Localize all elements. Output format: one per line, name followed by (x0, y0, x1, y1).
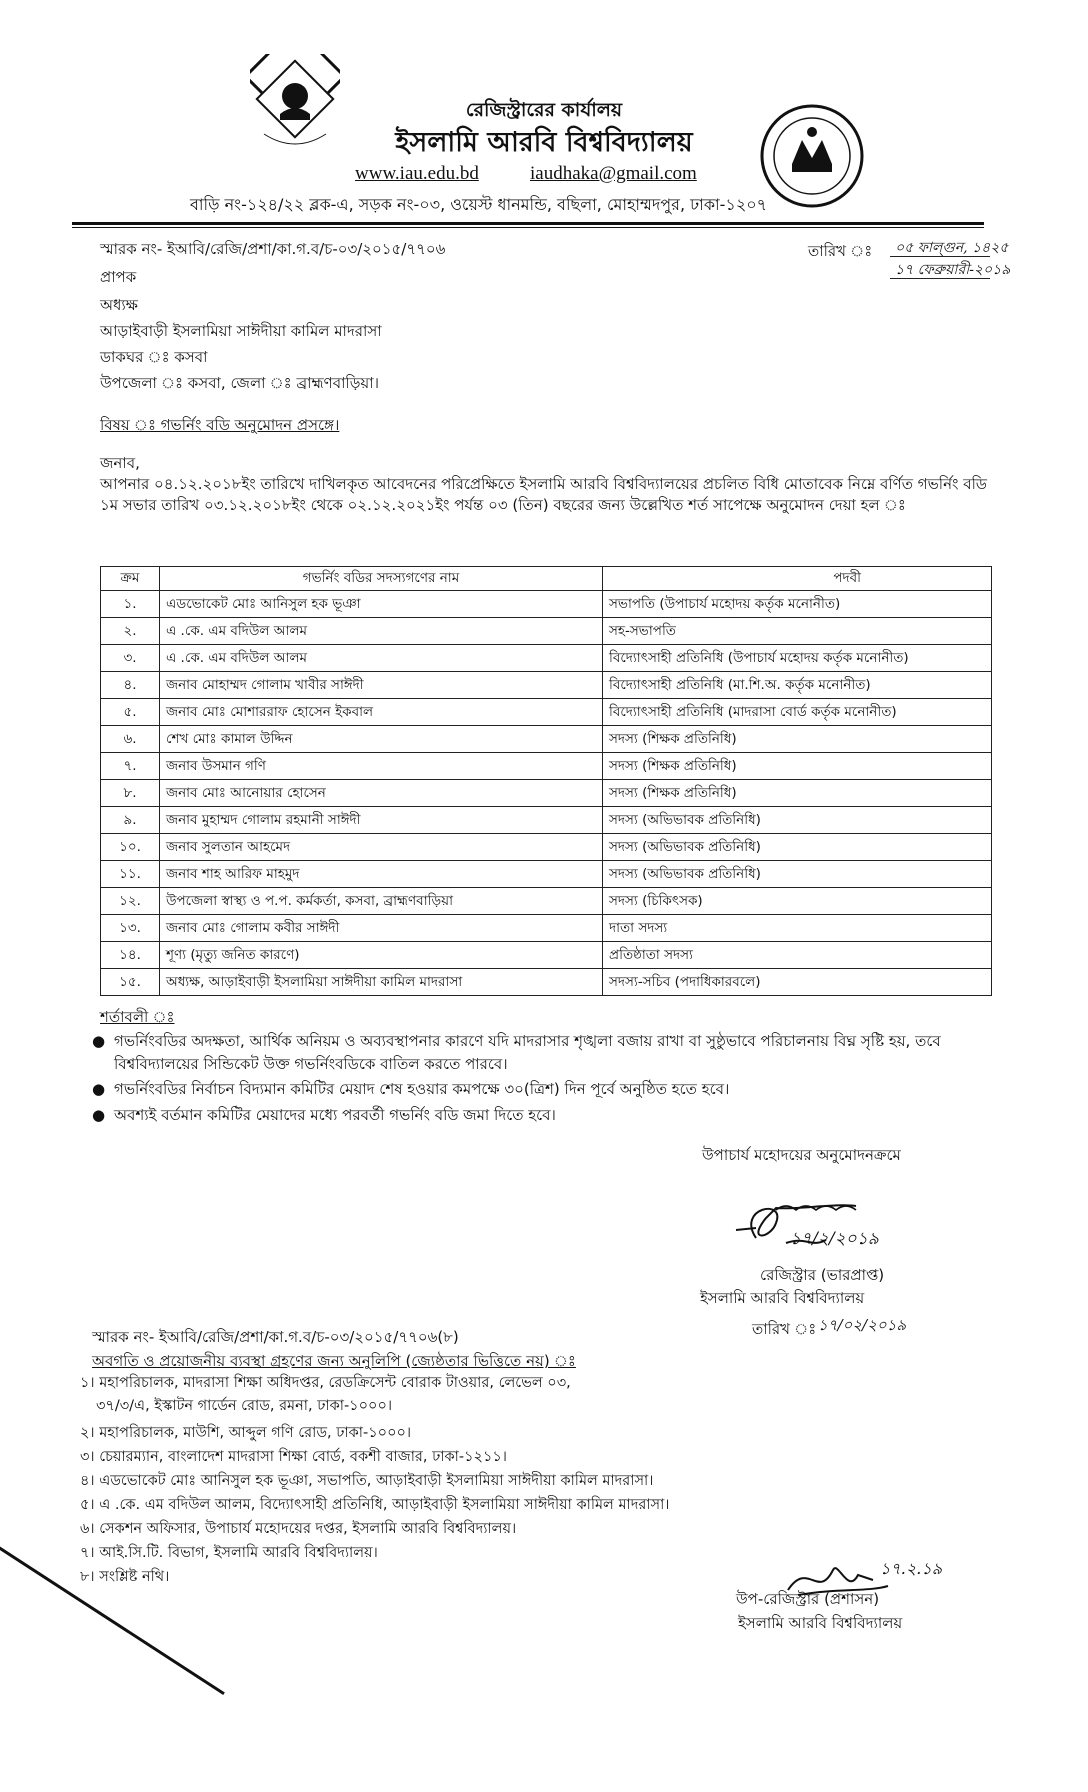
university-address: বাড়ি নং-১২৪/২২ ব্লক-এ, সড়ক নং-০৩, ওয়েস্ট ধানমন্ডি, বছিলা, মোহাম্মদপুর, ঢাকা-১২০৭ (190, 195, 768, 214)
governing-body-table (100, 566, 992, 996)
row-name: উপজেলা স্বাস্থ্য ও প.প. কর্মকর্তা, কসবা, ব্রাহ্মণবাড়িয়া (160, 888, 603, 915)
row-designation: সদস্য (অভিভাবক প্রতিনিধি) (603, 834, 992, 861)
table-row (101, 753, 992, 780)
registrar-title: রেজিস্ট্রার (ভারপ্রাপ্ত) (760, 1266, 885, 1284)
table-row (101, 726, 992, 753)
header-divider-thin (72, 227, 984, 228)
table-header-designation: পদবী (603, 567, 992, 591)
row-serial: ১৫. (101, 969, 160, 996)
registrar-institution: ইসলামি আরবি বিশ্ববিদ্যালয় (700, 1289, 865, 1307)
row-serial: ৫. (101, 699, 160, 726)
row-name: জনাব শাহ আরিফ মাহমুদ (160, 861, 603, 888)
table-row (101, 915, 992, 942)
row-name: জনাব উসমান গণি (160, 753, 603, 780)
copy-date: ১৭/০২/২০১৯ (818, 1316, 907, 1334)
copy-list-item: ৫। এ .কে. এম বদিউল আলম, বিদ্যোৎসাহী প্রতিনিধি, আড়াইবাড়ী ইসলামিয়া সাঈদীয়া কামিল মাদরাসা। (80, 1497, 670, 1513)
condition-text: গভর্নিংবডির নির্বাচন বিদ্যমান কমিটির মেয়াদ শেষ হওয়ার কমপক্ষে ৩০(ত্রিশ) দিন পূর্বে অনুষ্ঠিত হতে হবে। (114, 1080, 730, 1098)
recipient-post-office: ডাকঘর ঃ কসবা (100, 348, 208, 366)
email-link[interactable]: iaudhaka@gmail.com (530, 163, 697, 184)
copy-list-item: ৮। সংশ্লিষ্ট নথি। (80, 1569, 170, 1585)
table-row (101, 834, 992, 861)
table-row (101, 888, 992, 915)
website-link[interactable]: www.iau.edu.bd (355, 163, 479, 184)
row-serial: ৭. (101, 753, 160, 780)
table-row (101, 591, 992, 618)
bullet-icon: ● (92, 1080, 106, 1098)
date-english: ১৭ ফেব্রুয়ারী-২০১৯ (895, 262, 1011, 278)
university-name: ইসলামি আরবি বিশ্ববিদ্যালয় (395, 127, 693, 158)
recipient-label: প্রাপক (100, 268, 137, 286)
copy-list-item: ১। মহাপরিচালক, মাদরাসা শিক্ষা অধিদপ্তর, রেডক্রিসেন্ট বোরাক টাওয়ার, লেভেল ০৩, (80, 1375, 571, 1391)
row-name: শেখ মোঃ কামাল উদ্দিন (160, 726, 603, 753)
body-paragraph: আপনার ০৪.১২.২০১৮ইং তারিখে দাখিলকৃত আবেদনের পরিপ্রেক্ষিতে ইসলামি আরবি বিশ্ববিদ্যালয়ের প্রচলিত বিধি মোতাবেক নিম্নে বর্ণিত গভর্নিং বডি ১ম সভার তারিখ ০৩.১২.২০১৮ইং থেকে ০২.১২.২০২১ইং পর্যন্ত ০৩ (তিন) বছরের জন্য উল্লেখিত শর্ত সাপেক্ষে অনুমোদন দেয়া হল ঃ (100, 475, 987, 514)
row-name: এডভোকেট মোঃ আনিসুল হক ভূঞা (160, 591, 603, 618)
approval-note: উপাচার্য মহোদয়ের অনুমোদনক্রমে (702, 1146, 901, 1164)
copy-list-item: ৪। এডভোকেট মোঃ আনিসুল হক ভূঞা, সভাপতি, আড়াইবাড়ী ইসলামিয়া সাঈদীয়া কামিল মাদরাসা। (80, 1473, 654, 1489)
row-name: জনাব মোহাম্মদ গোলাম খাবীর সাঈদী (160, 672, 603, 699)
row-serial: ১০. (101, 834, 160, 861)
date-underline (890, 256, 990, 257)
row-name: এ .কে. এম বদিউল আলম (160, 618, 603, 645)
condition-item (92, 1078, 992, 1101)
table-row (101, 807, 992, 834)
table-row (101, 645, 992, 672)
row-name: জনাব মোঃ গোলাম কবীর সাঈদী (160, 915, 603, 942)
condition-item (92, 1030, 992, 1076)
row-name: শূণ্য (মৃত্যু জনিত কারণে) (160, 942, 603, 969)
table-header-name: গভর্নিং বডির সদস্যগণের নাম (160, 567, 603, 591)
copy-list-item: ২। মহাপরিচালক, মাউশি, আব্দুল গণি রোড, ঢাকা-১০০০। (80, 1425, 412, 1441)
conditions-title: শর্তাবলী ঃ (100, 1008, 175, 1026)
table-row (101, 672, 992, 699)
row-designation: বিদ্যোৎসাহী প্রতিনিধি (মাদরাসা বোর্ড কর্তৃক মনোনীত) (603, 699, 992, 726)
bullet-icon: ● (92, 1106, 106, 1124)
copy-list-item: ৬। সেকশন অফিসার, উপাচার্য মহোদয়ের দপ্তর, ইসলামি আরবি বিশ্ববিদ্যালয়। (80, 1521, 517, 1537)
row-serial: ৮. (101, 780, 160, 807)
row-serial: ৩. (101, 645, 160, 672)
row-name: জনাব মুহাম্মদ গোলাম রহমানী সাঈদী (160, 807, 603, 834)
row-name: অধ্যক্ষ, আড়াইবাড়ী ইসলামিয়া সাঈদীয়া কামিল মাদরাসা (160, 969, 603, 996)
row-name: এ .কে. এম বদিউল আলম (160, 645, 603, 672)
row-name: জনাব মোঃ আনোয়ার হোসেন (160, 780, 603, 807)
date-underline (890, 278, 990, 279)
copy-distribution-title: অবগতি ও প্রয়োজনীয় ব্যবস্থা গ্রহণের জন্য অনুলিপি (জ্যেষ্ঠতার ভিত্তিতে নয়) ঃ (92, 1352, 576, 1370)
row-designation: বিদ্যোৎসাহী প্রতিনিধি (উপাচার্য মহোদয় কর্তৃক মনোনীত) (603, 645, 992, 672)
table-row (101, 942, 992, 969)
row-designation: সদস্য (শিক্ষক প্রতিনিধি) (603, 753, 992, 780)
recipient-location: উপজেলা ঃ কসবা, জেলা ঃ ব্রাহ্মণবাড়িয়া। (100, 374, 379, 392)
row-name: জনাব সুলতান আহমেদ (160, 834, 603, 861)
row-designation: সদস্য (শিক্ষক প্রতিনিধি) (603, 726, 992, 753)
row-serial: ১২. (101, 888, 160, 915)
copy-date-label: তারিখ ঃ (752, 1320, 817, 1338)
recipient-designation: অধ্যক্ষ (100, 296, 138, 314)
row-designation: প্রতিষ্ঠাতা সদস্য (603, 942, 992, 969)
table-row (101, 699, 992, 726)
registrar-signed-date: ১৭/২/২০১৯ (790, 1229, 879, 1249)
row-designation: বিদ্যোৎসাহী প্রতিনিধি (মা.শি.অ. কর্তৃক মনোনীত) (603, 672, 992, 699)
row-serial: ৯. (101, 807, 160, 834)
condition-text: গভর্নিংবডির অদক্ষতা, আর্থিক অনিয়ম ও অব্যবস্থাপনার কারণে যদি মাদরাসার শৃঙ্খলা বজায় রাখা বা সুষ্ঠুভাবে পরিচালনায় বিঘ্ন সৃষ্টি হয়, তবে বিশ্ববিদ্যালয়ের সিন্ডিকেট উক্ত গভর্নিংবডিকে বাতিল করতে পারবে। (114, 1032, 941, 1073)
table-row (101, 780, 992, 807)
date-bangla: ০৫ ফাল্গুন, ১৪২৫ (895, 240, 1009, 256)
table-row (101, 969, 992, 996)
row-designation: সদস্য (চিকিৎসক) (603, 888, 992, 915)
deputy-registrar-institution: ইসলামি আরবি বিশ্ববিদ্যালয় (738, 1614, 903, 1632)
row-designation: সদস্য (অভিভাবক প্রতিনিধি) (603, 861, 992, 888)
row-designation: সদস্য (শিক্ষক প্রতিনিধি) (603, 780, 992, 807)
row-serial: ৬. (101, 726, 160, 753)
subject-line: বিষয় ঃ গভর্নিং বডি অনুমোদন প্রসঙ্গে। (100, 416, 340, 434)
table-header-serial: ক্রম (101, 567, 160, 591)
recipient-institution: আড়াইবাড়ী ইসলামিয়া সাঈদীয়া কামিল মাদরাসা (100, 322, 382, 340)
row-designation: দাতা সদস্য (603, 915, 992, 942)
office-heading: রেজিস্ট্রারের কার্যালয় (465, 99, 623, 121)
date-label: তারিখ ঃ (808, 242, 873, 260)
row-serial: ১১. (101, 861, 160, 888)
row-designation: সদস্য (অভিভাবক প্রতিনিধি) (603, 807, 992, 834)
table-header-row (101, 567, 992, 591)
copy-list-item: ৩। চেয়ারম্যান, বাংলাদেশ মাদরাসা শিক্ষা বোর্ড, বকশী বাজার, ঢাকা-১২১১। (80, 1449, 507, 1465)
memo-reference: স্মারক নং- ইআবি/রেজি/প্রশা/কা.গ.ব/চ-০৩/২০১৫/৭৭০৬ (100, 240, 446, 258)
row-designation: সভাপতি (উপাচার্য মহোদয় কর্তৃক মনোনীত) (603, 591, 992, 618)
deputy-registrar-signed-date: ১৭.২.১৯ (880, 1559, 943, 1578)
row-serial: ২. (101, 618, 160, 645)
row-designation: সদস্য-সচিব (পদাধিকারবলে) (603, 969, 992, 996)
condition-text: অবশ্যই বর্তমান কমিটির মেয়াদের মধ্যে পরবর্তী গভর্নিং বডি জমা দিতে হবে। (114, 1106, 556, 1124)
table-row (101, 861, 992, 888)
deputy-registrar-title: উপ-রেজিস্ট্রার (প্রশাসন) (736, 1590, 880, 1608)
row-serial: ১৩. (101, 915, 160, 942)
salutation: জনাব, (100, 454, 140, 472)
copy-memo-reference: স্মারক নং- ইআবি/রেজি/প্রশা/কা.গ.ব/চ-০৩/২০১৫/৭৭০৬(৮) (92, 1328, 459, 1346)
condition-item (92, 1104, 992, 1127)
row-serial: ৪. (101, 672, 160, 699)
row-designation: সহ-সভাপতি (603, 618, 992, 645)
bullet-icon: ● (92, 1032, 106, 1050)
row-name: জনাব মোঃ মোশাররাফ হোসেন ইকবাল (160, 699, 603, 726)
header-divider (72, 222, 984, 225)
row-serial: ১৪. (101, 942, 160, 969)
copy-list-item: ৭। আই.সি.টি. বিভাগ, ইসলামি আরবি বিশ্ববিদ্যালয়। (80, 1545, 378, 1561)
row-serial: ১. (101, 591, 160, 618)
copy-list-item: ৩৭/৩/এ, ইস্কাটন গার্ডেন রোড, রমনা, ঢাকা-১০০০। (96, 1398, 393, 1414)
table-row (101, 618, 992, 645)
